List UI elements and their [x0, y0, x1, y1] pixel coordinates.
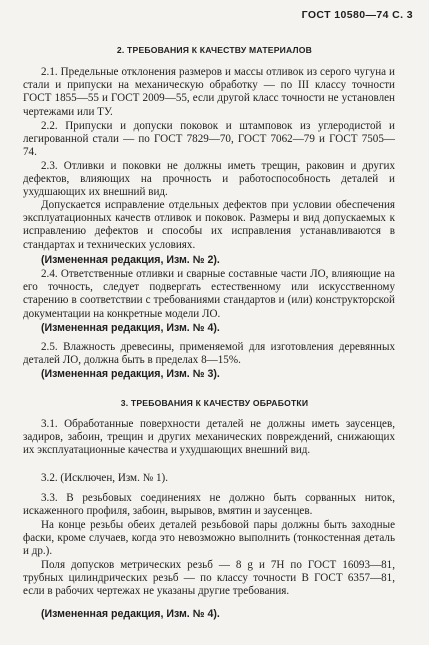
section-2-title: 2. ТРЕБОВАНИЯ К КАЧЕСТВУ МАТЕРИАЛОВ — [116, 45, 313, 55]
page-header: ГОСТ 10580—74 С. 3 — [301, 9, 413, 21]
paragraph-2-3-continued: Допускается исправление отдельных дефектов при условии обеспечения эксплуатационных качеств отливок и поковок. Размеры и вид допускаемых к исправлению дефектов и способы их исправления устанавливаются в стандартах и технических условиях. — [23, 199, 395, 251]
paragraph-2-3: 2.3. Отливки и поковки не должны иметь трещин, раковин и других дефектов, влияющих на прочность и работоспособность деталей и ухудшающих их внешний вид. — [23, 160, 395, 199]
paragraph-3-2: 3.2. (Исключен, Изм. № 1). — [41, 472, 168, 484]
amendment-note-1: (Измененная редакция, Изм. № 2). — [41, 254, 220, 266]
paragraph-2-2: 2.2. Припуски и допуски поковок и штамповок из углеродистой и легированной стали — по ГОСТ 7829—70, ГОСТ 7062—79 и ГОСТ 7505—74. — [23, 120, 395, 159]
amendment-note-4: (Измененная редакция, Изм. № 4). — [41, 608, 220, 620]
paragraph-2-1: 2.1. Предельные отклонения размеров и массы отливок из серого чугуна и стали и припуски на механическую обработку — по III классу точности ГОСТ 1855—55 и ГОСТ 2009—55, если другой класс точности не установлен чертежами или ТУ. — [23, 66, 395, 118]
paragraph-3-1: 3.1. Обработанные поверхности деталей не должны иметь заусенцев, задиров, забоин, трещин и других механических повреждений, снижающих их эксплуатационные качества и ухудшающих внешний вид. — [23, 418, 395, 457]
amendment-note-3: (Измененная редакция, Изм. № 3). — [41, 368, 220, 380]
paragraph-3-3-continued: На конце резьбы обеих деталей резьбовой пары должны быть заходные фаски, кроме случаев, когда это невозможно выполнить (тонкостенная деталь и др.). — [23, 519, 395, 558]
paragraph-2-4: 2.4. Ответственные отливки и сварные составные части ЛО, влияющие на его точность, следует подвергать естественному или искусственному старению в соответствии с требованиями стандартов и (или) конструкторской документации на конкретные модели ЛО. — [23, 268, 395, 320]
paragraph-3-3: 3.3. В резьбовых соединениях не должно быть сорванных ниток, искаженного профиля, забоин, вырывов, вмятин и заусенцев. — [23, 492, 395, 518]
paragraph-2-5: 2.5. Влажность древесины, применяемой для изготовления деревянных деталей ЛО, должна быть в пределах 8—15%. — [23, 341, 395, 367]
amendment-note-2: (Измененная редакция, Изм. № 4). — [41, 322, 220, 334]
section-3-title: 3. ТРЕБОВАНИЯ К КАЧЕСТВУ ОБРАБОТКИ — [120, 398, 309, 408]
paragraph-3-3-tolerances: Поля допусков метрических резьб — 8 g и 7H по ГОСТ 16093—81, трубных цилиндрических резьб — по классу точности В ГОСТ 6357—81, если в рабочих чертежах не указаны другие требования. — [23, 559, 395, 598]
